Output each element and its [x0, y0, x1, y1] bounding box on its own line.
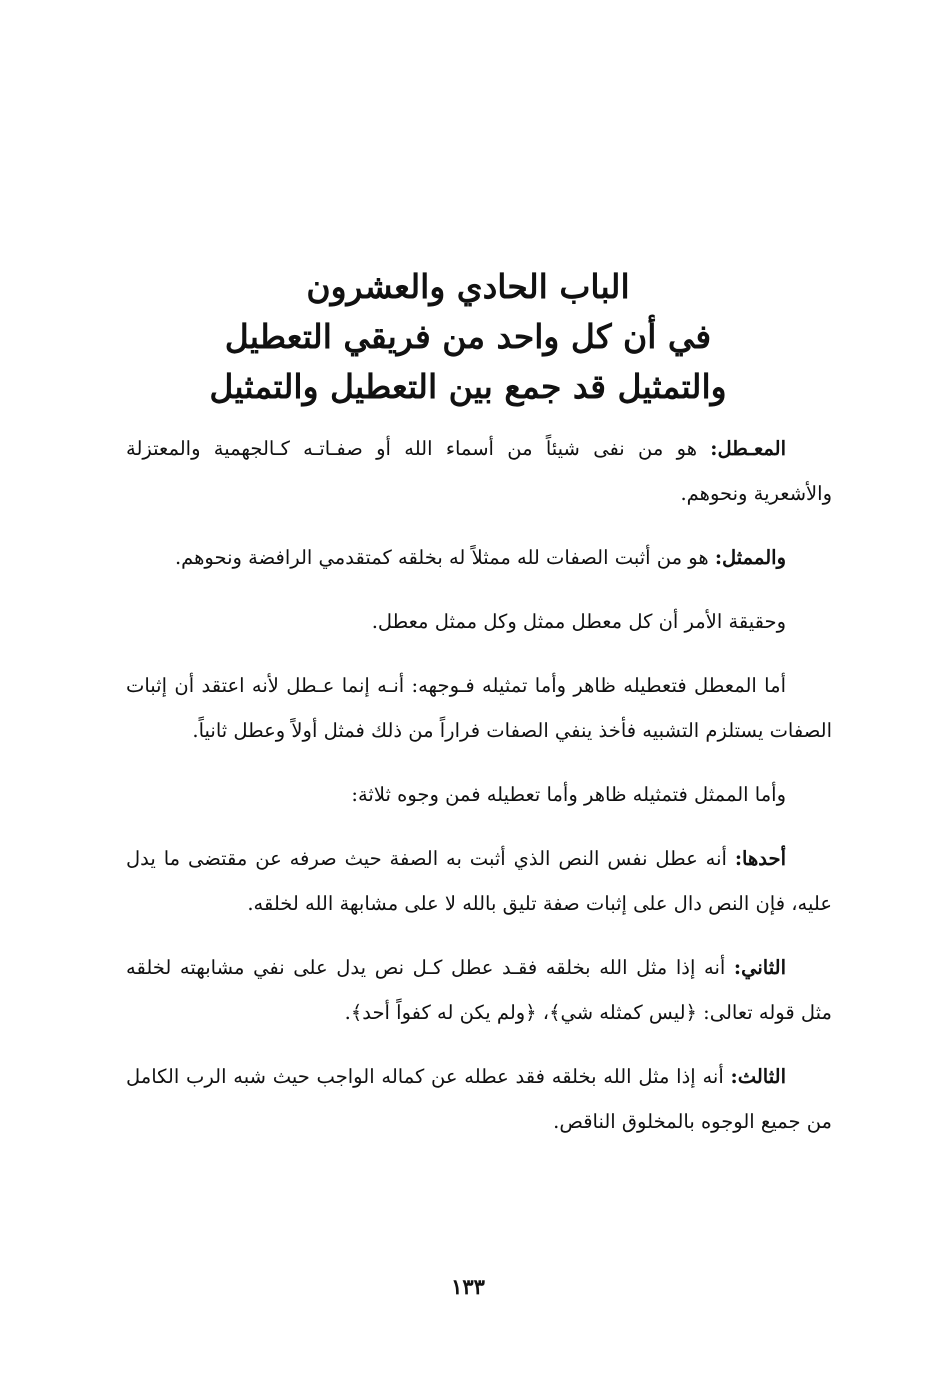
- term-label: أحدها:: [734, 847, 786, 870]
- paragraph-muattil-definition: [126, 426, 832, 516]
- term-label: المعـطل:: [710, 437, 786, 460]
- paragraph-third-aspect: [126, 1054, 832, 1144]
- term-label: الثالث:: [730, 1065, 786, 1088]
- term-label: والممثل:: [714, 546, 786, 569]
- chapter-title-line-3: والتمثيل قد جمع بين التعطيل والتمثيل: [209, 367, 727, 406]
- paragraph-mumaththil-intro: [126, 772, 832, 817]
- paragraph-text: وحقيقة الأمر أن كل معطل ممثل وكل ممثل معطل.: [371, 610, 786, 633]
- paragraph-second-aspect: [126, 945, 832, 1035]
- term-label: الثاني:: [733, 956, 786, 979]
- chapter-body: [126, 426, 832, 1163]
- paragraph-text: وأما الممثل فتمثيله ظاهر وأما تعطيله فمن وجوه ثلاثة:: [351, 783, 786, 806]
- paragraph-first-aspect: [126, 836, 832, 926]
- paragraph-muattil-explanation: [126, 663, 832, 753]
- paragraph-text: أما المعطل فتعطيله ظاهر وأما تمثيله فـوجهه: أنـه إنما عـطل لأنه اعتقد أن إثبات الصفات يستلزم التشبيه فأخذ ينفي الصفات فراراً من ذلك فمثل أولاً وعطل ثانياً.: [126, 674, 832, 742]
- paragraph-text: أنه عطل نفس النص الذي أثبت به الصفة حيث صرفه عن مقتضى ما يدل عليه، فإن النص دال على إثبات صفة تليق بالله لا على مشابهة الله لخلقه.: [126, 847, 832, 915]
- chapter-title: [100, 262, 836, 412]
- chapter-title-line-1: الباب الحادي والعشرون: [306, 267, 630, 306]
- chapter-title-line-2: في أن كل واحد من فريقي التعطيل: [224, 317, 712, 356]
- paragraph-text: أنه إذا مثل الله بخلقه فقـد عطل كـل نص يدل على نفي مشابهته لخلقه مثل قوله تعالى: ﴿ليس كمثله شي﴾، ﴿ولم يكن له كفواً أحد﴾.: [126, 956, 832, 1024]
- page-number: ١٣٣: [451, 1274, 485, 1299]
- paragraph-text: أنه إذا مثل الله بخلقه فقد عطله عن كماله الواجب حيث شبه الرب الكامل من جميع الوجوه بالمخلوق الناقص.: [126, 1065, 832, 1133]
- paragraph-text: هو من أثبت الصفات لله ممثلاً له بخلقه كمتقدمي الرافضة ونحوهم.: [174, 546, 715, 569]
- paragraph-text: هو من نفى شيئاً من أسماء الله أو صفـاتـه كـالجهمية والمعتزلة والأشعرية ونحوهم.: [126, 437, 832, 505]
- paragraph-mumaththil-definition: [126, 535, 832, 580]
- paragraph-reality: [126, 599, 832, 644]
